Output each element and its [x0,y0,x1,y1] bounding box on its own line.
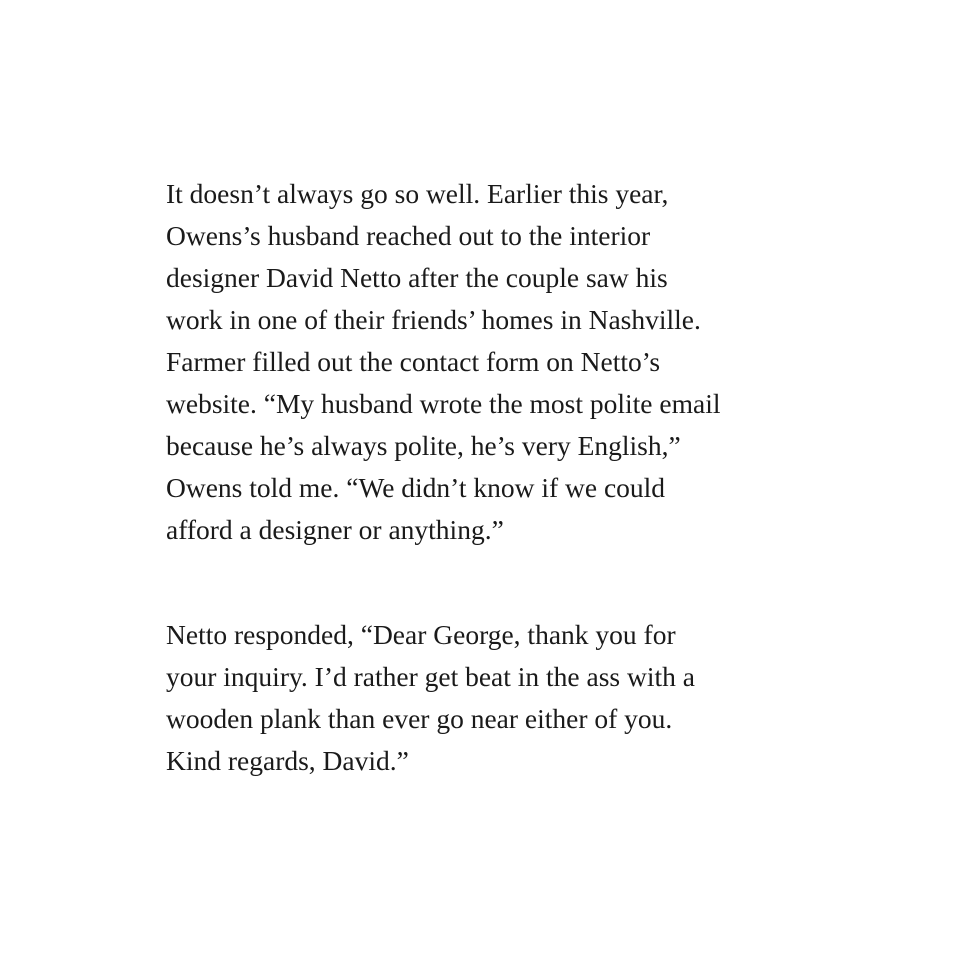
text-line: afford a designer or anything.” [166,514,504,545]
paragraph-1 [166,173,866,551]
text-line: work in one of their friends’ homes in Nashville. [166,304,701,335]
text-line: Owens told me. “We didn’t know if we could [166,472,666,503]
text-line: Kind regards, David.” [166,745,409,776]
text-line: designer David Netto after the couple saw his [166,262,668,293]
text-line: your inquiry. I’d rather get beat in the ass with a [166,661,695,692]
text-line: Netto responded, “Dear George, thank you for [166,619,676,650]
text-line: It doesn’t always go so well. Earlier this year, [166,178,669,209]
text-line: because he’s always polite, he’s very English,” [166,430,681,461]
text-line: Owens’s husband reached out to the interior [166,220,651,251]
text-line: wooden plank than ever go near either of you. [166,703,673,734]
text-line: Farmer filled out the contact form on Netto’s [166,346,661,377]
paragraph-2 [166,614,866,782]
text-line: website. “My husband wrote the most polite email [166,388,721,419]
article-text [166,173,866,782]
